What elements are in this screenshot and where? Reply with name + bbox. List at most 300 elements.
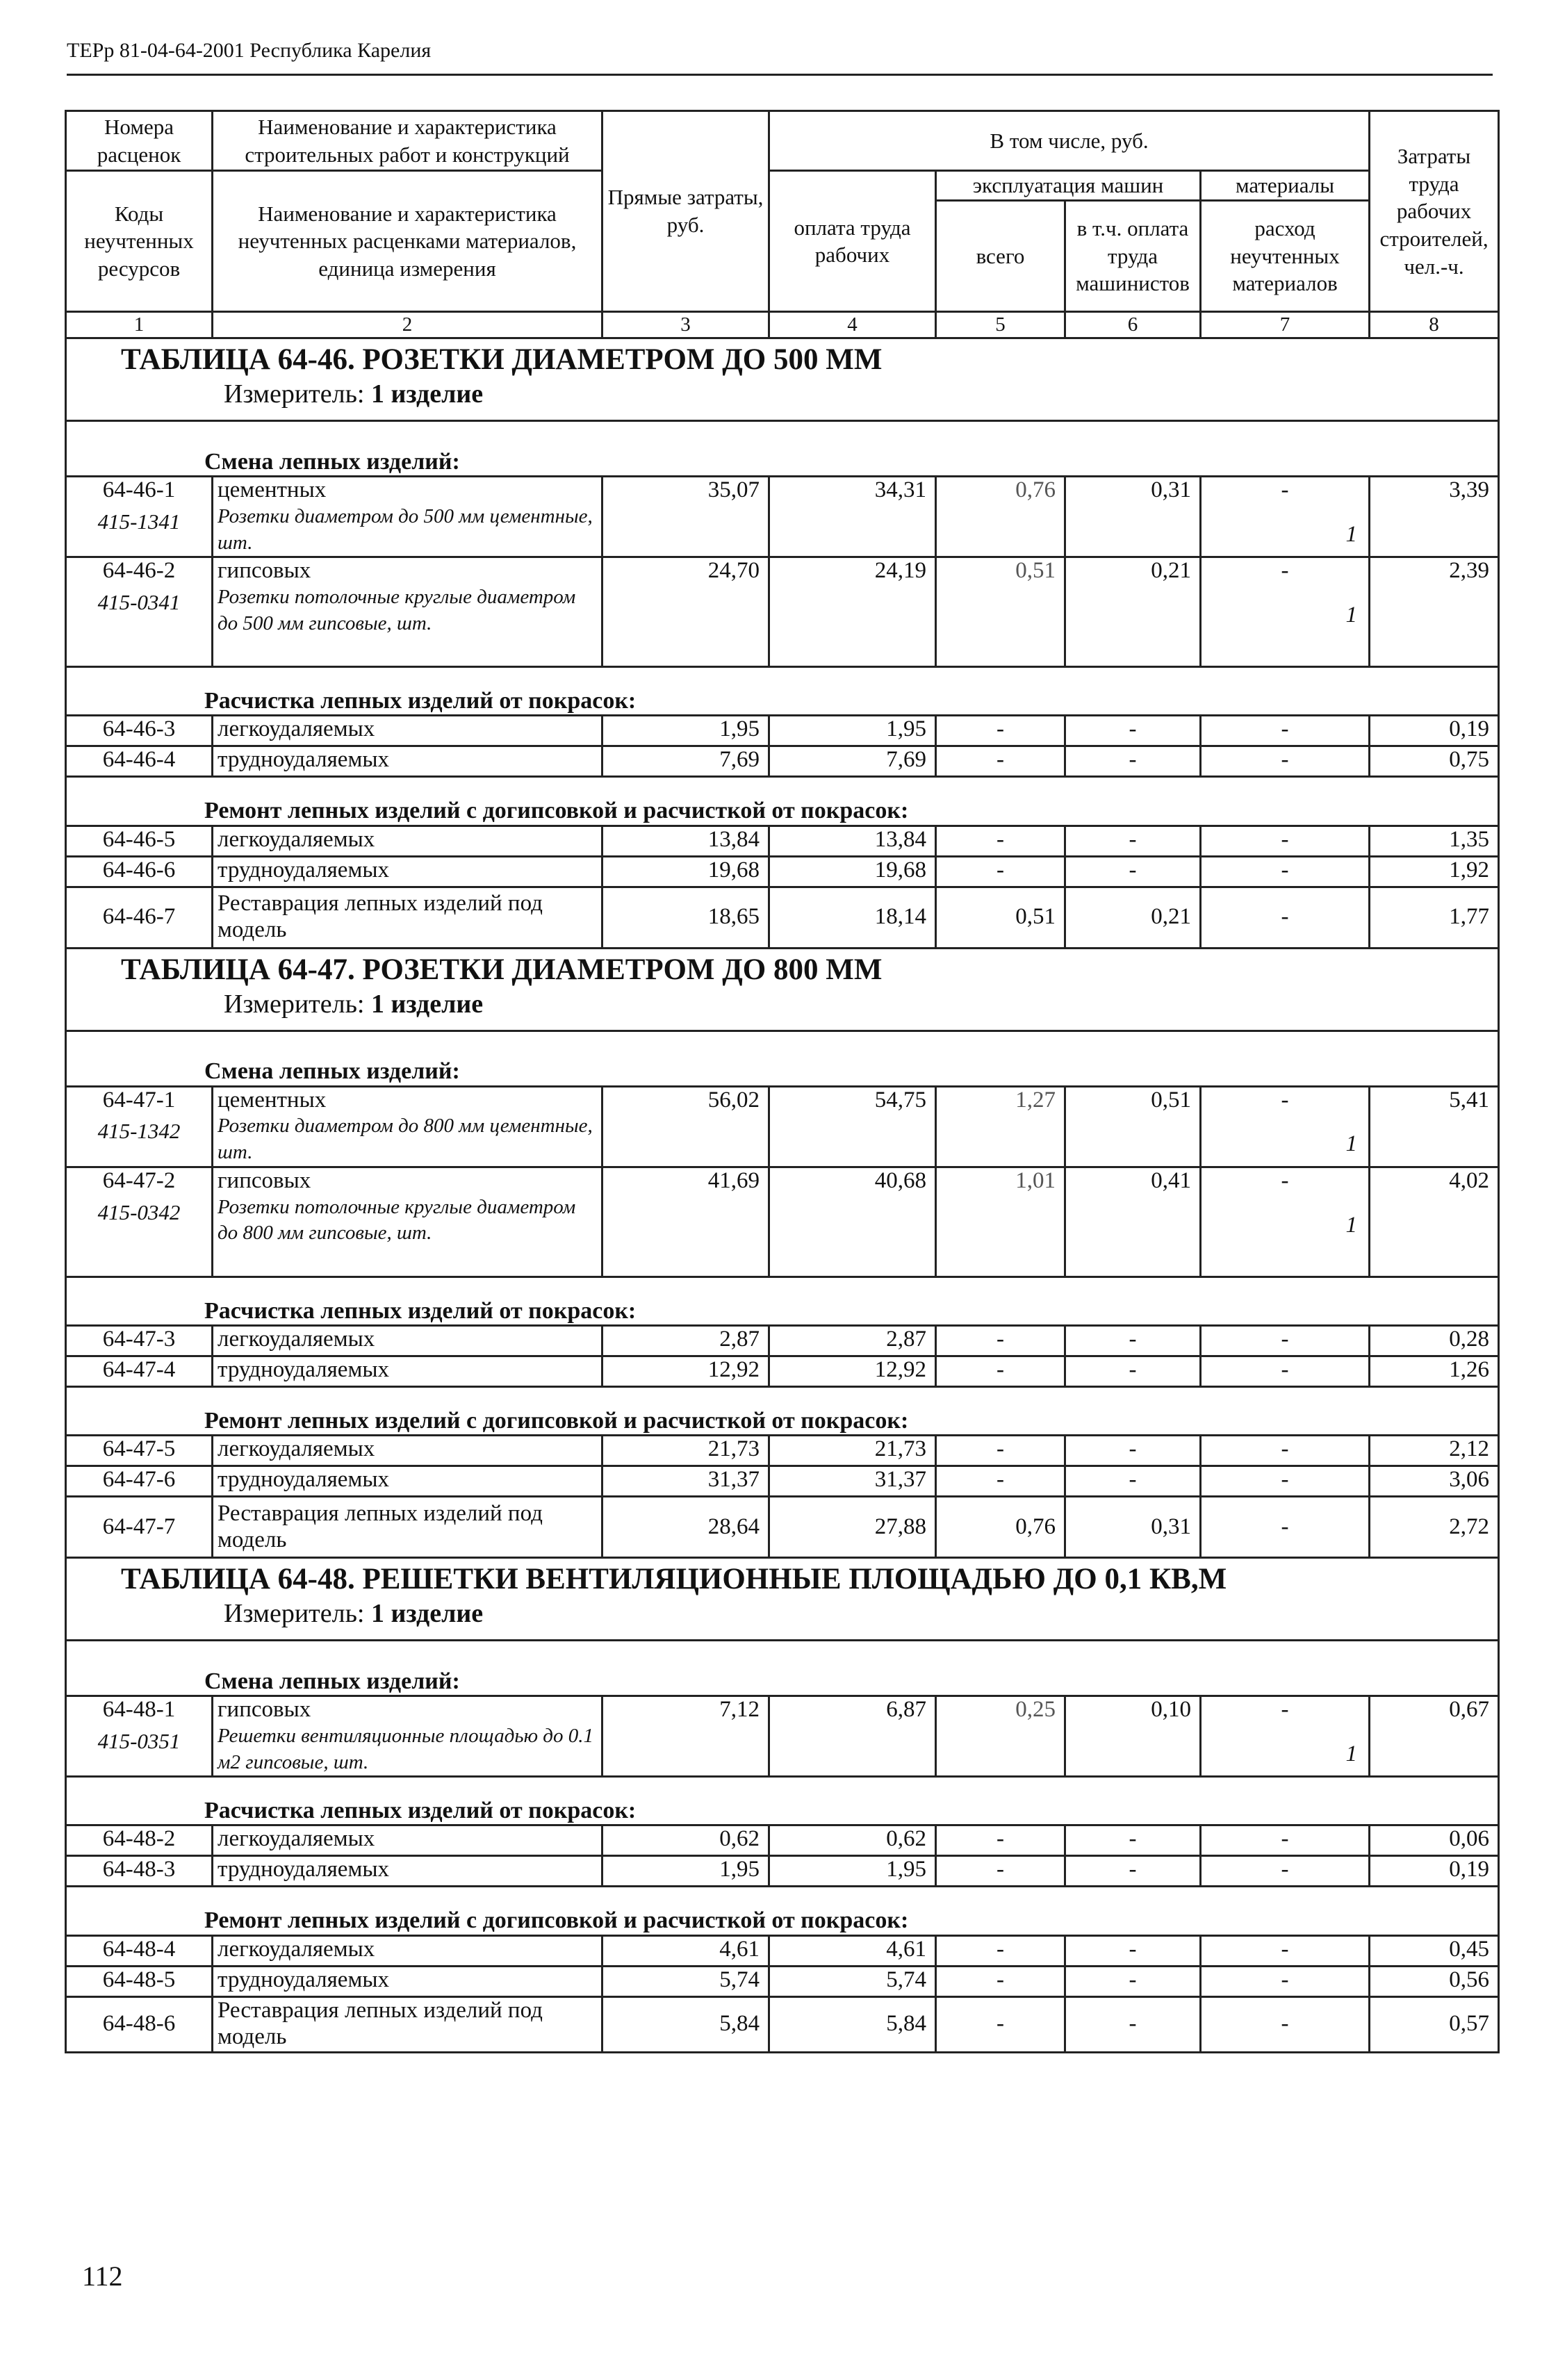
table-row [66, 1935, 1499, 1966]
col-mach-total-header: всего [936, 201, 1065, 312]
section-title: Ремонт лепных изделий с догипсовкой и расчисткой от покрасок: [66, 1386, 1499, 1435]
rate-code-cell [66, 1497, 213, 1558]
col-index: 3 [602, 312, 769, 338]
materials-cell [1201, 1825, 1370, 1856]
work-name: трудноудаляемых [218, 1857, 390, 1882]
resource-description: Решетки вентиляционные площадью до 0.1 м2 гипсовые, шт. [218, 1724, 593, 1773]
work-name: Реставрация лепных изделий под модель [218, 891, 543, 943]
materials-cost: - [1281, 716, 1289, 742]
labor-cost: 40,68 [769, 1167, 936, 1277]
machine-labor-cost: - [1065, 1825, 1201, 1856]
direct-cost: 28,64 [602, 1497, 769, 1558]
table-title [66, 338, 1499, 421]
machine-cost: - [936, 1356, 1065, 1386]
direct-cost: 19,68 [602, 856, 769, 887]
rate-code: 64-46-2 [102, 558, 176, 584]
work-name: легкоудаляемых [218, 716, 375, 742]
machine-labor-cost: - [1065, 1356, 1201, 1386]
machine-labor-cost: 0,10 [1065, 1696, 1201, 1777]
table-row [66, 477, 1499, 557]
direct-cost: 2,87 [602, 1325, 769, 1356]
rate-code-cell [66, 887, 213, 948]
rate-code-cell [66, 1935, 213, 1966]
machine-labor-cost: - [1065, 1436, 1201, 1466]
table-row [66, 856, 1499, 887]
materials-cell [1201, 1167, 1370, 1277]
resource-code: 415-0342 [97, 1199, 181, 1224]
work-name-cell [213, 1356, 602, 1386]
materials-cost: - [1281, 1087, 1289, 1113]
machine-cost: - [936, 1935, 1065, 1966]
work-name-cell [213, 887, 602, 948]
table-row [66, 1086, 1499, 1167]
table-row [66, 1696, 1499, 1777]
machine-labor-cost: 0,41 [1065, 1167, 1201, 1277]
machine-cost: 1,01 [936, 1167, 1065, 1277]
labor-cost: 24,19 [769, 557, 936, 667]
machine-cost: - [936, 1325, 1065, 1356]
machine-labor-cost: - [1065, 1935, 1201, 1966]
work-name-cell [213, 1996, 602, 2052]
work-name: гипсовых [218, 558, 311, 584]
resource-description: Розетки диаметром до 800 мм цементные, шт. [218, 1115, 593, 1164]
work-name-cell [213, 1856, 602, 1887]
rate-code: 64-47-7 [102, 1513, 176, 1539]
materials-cost: - [1281, 857, 1289, 883]
table-row [66, 1825, 1499, 1856]
resource-description: Розетки потолочные круглые диаметром до 500 мм гипсовые, шт. [218, 586, 576, 634]
materials-cost: - [1281, 904, 1289, 930]
direct-cost: 18,65 [602, 887, 769, 948]
machine-cost: - [936, 1825, 1065, 1856]
col-materials-use-header: расход неучтенных материалов [1201, 201, 1370, 312]
table-row [66, 1167, 1499, 1277]
section-title: Ремонт лепных изделий с догипсовкой и расчисткой от покрасок: [66, 1887, 1499, 1935]
materials-cell [1201, 1996, 1370, 2052]
labor-hours: 5,41 [1370, 1086, 1499, 1167]
work-name: трудноудаляемых [218, 1967, 390, 1992]
work-name-cell [213, 746, 602, 777]
work-name: легкоудаляемых [218, 1936, 375, 1962]
col-materials-header: материалы [1201, 171, 1370, 201]
direct-cost: 35,07 [602, 477, 769, 557]
table-title-text: ТАБЛИЦА 64-48. РЕШЕТКИ ВЕНТИЛЯЦИОННЫЕ ПЛОЩАДЬЮ ДО 0,1 КВ,М [121, 1563, 1227, 1596]
col-machines-header: эксплуатация машин [936, 171, 1201, 201]
section-title: Смена лепных изделий: [66, 1641, 1499, 1696]
machine-cost: - [936, 1966, 1065, 1996]
materials-cost: - [1281, 477, 1289, 503]
section-title: Расчистка лепных изделий от покрасок: [66, 1277, 1499, 1325]
labor-hours: 0,45 [1370, 1935, 1499, 1966]
labor-cost: 27,88 [769, 1497, 936, 1558]
work-name: гипсовых [218, 1697, 311, 1723]
table-row [66, 1996, 1499, 2052]
materials-cost: - [1281, 1167, 1289, 1193]
resource-code: 415-1341 [97, 509, 181, 534]
resource-description: Розетки потолочные круглые диаметром до 800 мм гипсовые, шт. [218, 1195, 576, 1245]
resource-quantity: 1 [1345, 1212, 1358, 1238]
labor-hours: 0,56 [1370, 1966, 1499, 1996]
materials-cell [1201, 557, 1370, 667]
materials-cell [1201, 1935, 1370, 1966]
machine-cost: 0,51 [936, 887, 1065, 948]
col-index: 2 [213, 312, 602, 338]
work-name-cell [213, 826, 602, 856]
machine-labor-cost: - [1065, 1466, 1201, 1497]
rate-code-cell [66, 746, 213, 777]
work-name: трудноудаляемых [218, 857, 390, 883]
machine-labor-cost: 0,21 [1065, 557, 1201, 667]
col-index: 6 [1065, 312, 1201, 338]
machine-labor-cost: 0,31 [1065, 1497, 1201, 1558]
labor-hours: 0,57 [1370, 1996, 1499, 2052]
table-row [66, 1966, 1499, 1996]
rate-code-cell [66, 716, 213, 746]
work-name-cell [213, 1436, 602, 1466]
rate-code-cell [66, 1966, 213, 1996]
work-name: трудноудаляемых [218, 1467, 390, 1493]
table-title-text: ТАБЛИЦА 64-47. РОЗЕТКИ ДИАМЕТРОМ ДО 800 ММ [121, 953, 883, 986]
materials-cell [1201, 1696, 1370, 1777]
materials-cell [1201, 716, 1370, 746]
labor-cost: 18,14 [769, 887, 936, 948]
materials-cost: - [1281, 1967, 1289, 1992]
labor-hours: 2,12 [1370, 1436, 1499, 1466]
labor-hours: 1,92 [1370, 856, 1499, 887]
work-name-cell [213, 1696, 602, 1777]
materials-cost: - [1281, 1513, 1289, 1539]
machine-labor-cost: 0,21 [1065, 887, 1201, 948]
rate-code: 64-47-1 [102, 1087, 176, 1113]
header-rule [67, 74, 1493, 76]
rate-code: 64-46-6 [102, 857, 176, 883]
labor-hours: 4,02 [1370, 1167, 1499, 1277]
labor-cost: 19,68 [769, 856, 936, 887]
machine-labor-cost: - [1065, 746, 1201, 777]
materials-cost: - [1281, 1356, 1289, 1382]
machine-labor-cost: 0,31 [1065, 477, 1201, 557]
machine-cost: - [936, 1856, 1065, 1887]
rate-code: 64-47-3 [102, 1326, 176, 1352]
materials-cost: - [1281, 1826, 1289, 1852]
direct-cost: 41,69 [602, 1167, 769, 1277]
materials-cost: - [1281, 1467, 1289, 1493]
labor-cost: 4,61 [769, 1935, 936, 1966]
table-row [66, 1466, 1499, 1497]
col-group-header: В том числе, руб. [769, 111, 1370, 171]
labor-cost: 21,73 [769, 1436, 936, 1466]
resource-code: 415-0351 [97, 1728, 181, 1753]
document-header: ТЕРр 81-04-64-2001 Республика Карелия [67, 39, 432, 62]
rate-code: 64-47-5 [102, 1436, 176, 1462]
work-name-cell [213, 557, 602, 667]
materials-cell [1201, 477, 1370, 557]
machine-labor-cost: 0,51 [1065, 1086, 1201, 1167]
rate-code: 64-48-6 [102, 2011, 176, 2037]
col-name-top: Наименование и характеристика строительных работ и конструкций [213, 111, 602, 171]
rate-code-cell [66, 1167, 213, 1277]
labor-hours: 0,19 [1370, 1856, 1499, 1887]
labor-hours: 1,26 [1370, 1356, 1499, 1386]
rate-code-cell [66, 557, 213, 667]
table-row [66, 826, 1499, 856]
rate-code-cell [66, 1325, 213, 1356]
materials-cell [1201, 1356, 1370, 1386]
labor-cost: 54,75 [769, 1086, 936, 1167]
materials-cell [1201, 826, 1370, 856]
col-index: 5 [936, 312, 1065, 338]
labor-hours: 3,06 [1370, 1466, 1499, 1497]
machine-cost: 0,76 [936, 477, 1065, 557]
labor-hours: 0,28 [1370, 1325, 1499, 1356]
materials-cell [1201, 887, 1370, 948]
work-name-cell [213, 1086, 602, 1167]
materials-cost: - [1281, 1936, 1289, 1962]
labor-hours: 1,77 [1370, 887, 1499, 948]
machine-labor-cost: - [1065, 1325, 1201, 1356]
direct-cost: 0,62 [602, 1825, 769, 1856]
materials-cell [1201, 1497, 1370, 1558]
table-unit [121, 986, 1498, 1019]
direct-cost: 5,74 [602, 1966, 769, 1996]
direct-cost: 24,70 [602, 557, 769, 667]
page-number: 112 [82, 2260, 123, 2292]
machine-cost: - [936, 716, 1065, 746]
col-index: 8 [1370, 312, 1499, 338]
col-hours-header: Затраты труда рабочих строителей, чел.-ч. [1370, 111, 1499, 312]
direct-cost: 7,12 [602, 1696, 769, 1777]
rate-code: 64-48-1 [102, 1697, 176, 1723]
machine-labor-cost: - [1065, 1856, 1201, 1887]
col-index: 4 [769, 312, 936, 338]
table-row [66, 1856, 1499, 1887]
work-name-cell [213, 1825, 602, 1856]
work-name-cell [213, 477, 602, 557]
table-unit-value: 1 изделие [371, 1599, 484, 1629]
work-name: легкоудаляемых [218, 1436, 375, 1462]
labor-cost: 13,84 [769, 826, 936, 856]
materials-cell [1201, 856, 1370, 887]
work-name: трудноудаляемых [218, 747, 390, 773]
work-name: трудноудаляемых [218, 1356, 390, 1382]
machine-cost: - [936, 1996, 1065, 2052]
resource-code: 415-0341 [97, 590, 181, 615]
table-row [66, 1325, 1499, 1356]
rate-code: 64-47-4 [102, 1356, 176, 1382]
labor-hours: 0,19 [1370, 716, 1499, 746]
work-name: легкоудаляемых [218, 1326, 375, 1352]
labor-hours: 0,75 [1370, 746, 1499, 777]
direct-cost: 7,69 [602, 746, 769, 777]
table-unit-value: 1 изделие [371, 379, 484, 409]
machine-cost: 1,27 [936, 1086, 1065, 1167]
table-unit [121, 1595, 1498, 1629]
machine-cost: 0,76 [936, 1497, 1065, 1558]
materials-cost: - [1281, 826, 1289, 852]
work-name-cell [213, 1497, 602, 1558]
rate-code-cell [66, 1825, 213, 1856]
rate-code: 64-48-4 [102, 1936, 176, 1962]
rate-code-cell [66, 1436, 213, 1466]
work-name: цементных [218, 1087, 327, 1113]
rate-code: 64-48-2 [102, 1826, 176, 1852]
labor-hours: 3,39 [1370, 477, 1499, 557]
work-name: цементных [218, 477, 327, 503]
labor-cost: 0,62 [769, 1825, 936, 1856]
work-name-cell [213, 1935, 602, 1966]
rate-code: 64-46-7 [102, 904, 176, 930]
work-name: легкоудаляемых [218, 826, 375, 852]
labor-cost: 5,74 [769, 1966, 936, 1996]
labor-hours: 0,06 [1370, 1825, 1499, 1856]
rate-code-cell [66, 477, 213, 557]
materials-cost: - [1281, 1436, 1289, 1462]
materials-cost: - [1281, 747, 1289, 773]
table-unit-label: Измеритель: [224, 379, 365, 409]
materials-cost: - [1281, 558, 1289, 584]
table-row [66, 557, 1499, 667]
materials-cell [1201, 1966, 1370, 1996]
col-index: 1 [66, 312, 213, 338]
labor-cost: 1,95 [769, 1856, 936, 1887]
rate-code: 64-48-5 [102, 1967, 176, 1992]
work-name-cell [213, 1966, 602, 1996]
resource-quantity: 1 [1345, 521, 1358, 547]
work-name-cell [213, 716, 602, 746]
work-name-cell [213, 1167, 602, 1277]
rate-code: 64-46-4 [102, 747, 176, 773]
labor-cost: 6,87 [769, 1696, 936, 1777]
col-codes-top: Номера расценок [66, 111, 213, 171]
col-name-bottom: Наименование и характеристика неучтенных расценками материалов, единица измерения [213, 171, 602, 312]
rate-code-cell [66, 1356, 213, 1386]
materials-cost: - [1281, 1326, 1289, 1352]
resource-quantity: 1 [1345, 602, 1358, 628]
materials-cost: - [1281, 1697, 1289, 1723]
work-name-cell [213, 1325, 602, 1356]
rate-code-cell [66, 1856, 213, 1887]
rate-code: 64-46-1 [102, 477, 176, 503]
table-unit [121, 376, 1498, 409]
table-unit-label: Измеритель: [224, 1599, 365, 1629]
materials-cell [1201, 1466, 1370, 1497]
labor-cost: 12,92 [769, 1356, 936, 1386]
machine-labor-cost: - [1065, 1966, 1201, 1996]
machine-labor-cost: - [1065, 1996, 1201, 2052]
machine-cost: - [936, 856, 1065, 887]
section-title: Расчистка лепных изделий от покрасок: [66, 1777, 1499, 1825]
machine-cost: - [936, 1436, 1065, 1466]
resource-code: 415-1342 [97, 1119, 181, 1144]
materials-cell [1201, 1436, 1370, 1466]
rate-code-cell [66, 1466, 213, 1497]
labor-hours: 1,35 [1370, 826, 1499, 856]
section-title: Ремонт лепных изделий с догипсовкой и расчисткой от покрасок: [66, 777, 1499, 826]
work-name: легкоудаляемых [218, 1826, 375, 1852]
table-row [66, 887, 1499, 948]
machine-labor-cost: - [1065, 716, 1201, 746]
rate-code: 64-47-2 [102, 1167, 176, 1193]
labor-cost: 7,69 [769, 746, 936, 777]
materials-cost: - [1281, 2011, 1289, 2037]
resource-description: Розетки диаметром до 500 мм цементные, шт. [218, 504, 593, 554]
rate-code-cell [66, 826, 213, 856]
rate-code-cell [66, 1696, 213, 1777]
work-name: гипсовых [218, 1167, 311, 1193]
col-codes-bottom: Коды неучтенных ресурсов [66, 171, 213, 312]
rate-code-cell [66, 1996, 213, 2052]
table-row [66, 1356, 1499, 1386]
rate-code: 64-48-3 [102, 1857, 176, 1882]
col-labor-header: оплата труда рабочих [769, 171, 936, 312]
materials-cell [1201, 1086, 1370, 1167]
machine-cost: 0,51 [936, 557, 1065, 667]
rate-code: 64-47-6 [102, 1467, 176, 1493]
machine-labor-cost: - [1065, 856, 1201, 887]
direct-cost: 13,84 [602, 826, 769, 856]
work-name: Реставрация лепных изделий под модель [218, 1500, 543, 1552]
labor-cost: 5,84 [769, 1996, 936, 2052]
materials-cost: - [1281, 1857, 1289, 1882]
resource-quantity: 1 [1345, 1741, 1358, 1766]
rate-code: 64-46-5 [102, 826, 176, 852]
labor-hours: 2,39 [1370, 557, 1499, 667]
labor-hours: 2,72 [1370, 1497, 1499, 1558]
rate-code: 64-46-3 [102, 716, 176, 742]
machine-cost: 0,25 [936, 1696, 1065, 1777]
section-title: Смена лепных изделий: [66, 421, 1499, 477]
direct-cost: 12,92 [602, 1356, 769, 1386]
section-title: Расчистка лепных изделий от покрасок: [66, 667, 1499, 716]
col-direct-header: Прямые затраты, руб. [602, 111, 769, 312]
direct-cost: 56,02 [602, 1086, 769, 1167]
materials-cell [1201, 1856, 1370, 1887]
col-index: 7 [1201, 312, 1370, 338]
table-unit-label: Измеритель: [224, 989, 365, 1019]
work-name-cell [213, 1466, 602, 1497]
labor-cost: 31,37 [769, 1466, 936, 1497]
col-mach-labor-header: в т.ч. оплата труда машинистов [1065, 201, 1201, 312]
direct-cost: 1,95 [602, 716, 769, 746]
table-row [66, 716, 1499, 746]
labor-hours: 0,67 [1370, 1696, 1499, 1777]
labor-cost: 1,95 [769, 716, 936, 746]
section-title: Смена лепных изделий: [66, 1031, 1499, 1086]
table-unit-value: 1 изделие [371, 989, 484, 1019]
direct-cost: 1,95 [602, 1856, 769, 1887]
materials-cell [1201, 746, 1370, 777]
machine-cost: - [936, 1466, 1065, 1497]
table-row [66, 746, 1499, 777]
direct-cost: 5,84 [602, 1996, 769, 2052]
work-name-cell [213, 856, 602, 887]
machine-cost: - [936, 746, 1065, 777]
price-table [65, 110, 1500, 2053]
table-row [66, 1497, 1499, 1558]
labor-cost: 2,87 [769, 1325, 936, 1356]
direct-cost: 31,37 [602, 1466, 769, 1497]
direct-cost: 4,61 [602, 1935, 769, 1966]
table-title [66, 948, 1499, 1031]
work-name: Реставрация лепных изделий под модель [218, 1998, 543, 2050]
materials-cell [1201, 1325, 1370, 1356]
resource-quantity: 1 [1345, 1131, 1358, 1157]
table-title [66, 1558, 1499, 1641]
table-row [66, 1436, 1499, 1466]
table-title-text: ТАБЛИЦА 64-46. РОЗЕТКИ ДИАМЕТРОМ ДО 500 ММ [121, 343, 883, 377]
rate-code-cell [66, 856, 213, 887]
rate-code-cell [66, 1086, 213, 1167]
